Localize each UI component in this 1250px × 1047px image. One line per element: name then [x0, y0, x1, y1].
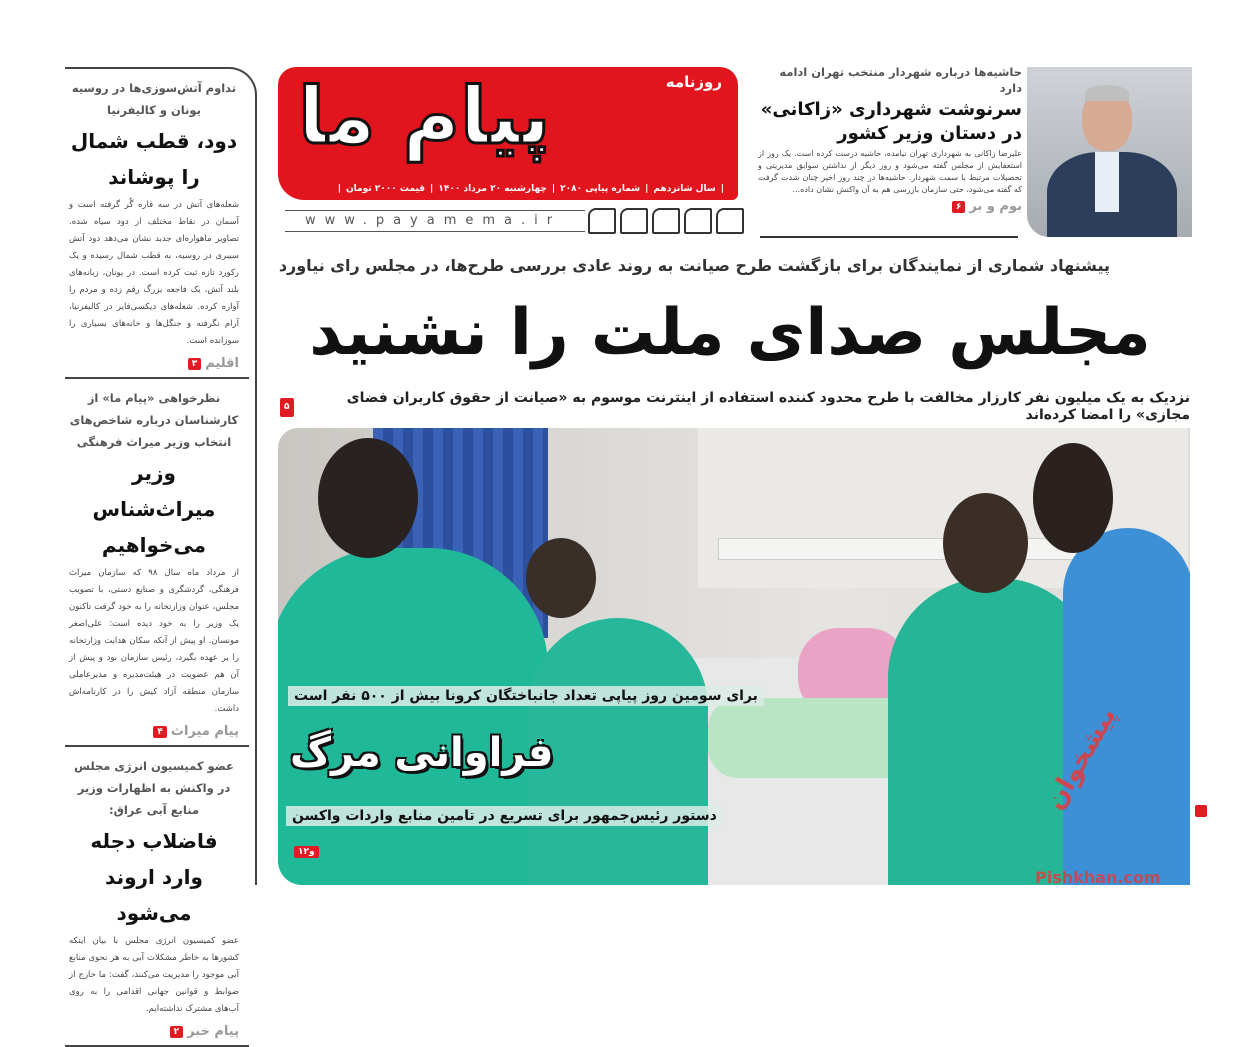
page-badge: ۳ — [188, 358, 202, 370]
portrait-photo — [1027, 67, 1192, 237]
photo-headline[interactable]: فراوانی مرگ — [290, 730, 554, 776]
page-badge: ۵ — [280, 398, 294, 417]
watermark-logo: پیشخوان — [1040, 702, 1123, 815]
masthead-label: روزنامه — [665, 73, 722, 91]
website-url[interactable]: www.payamema.ir — [285, 210, 585, 232]
story-body: علیرضا زاکانی به شهرداری تهران نیامده، حاشیه درست کرده است. یک روز از استعفایش از مجلس گفته می‌شود و روز دیگر از نداشتن سوابق مدیریتی و تحصیلات مرتبط با سمت شهردار. حاشیه‌ها در چند روز اخیر چنان شدت گرفت که گفته می‌شود، حتی سازمان بازرسی هم به آن واکنش نشان داده... — [758, 149, 1022, 194]
lead-subline-row — [280, 390, 1190, 424]
section-label: اقلیم — [205, 356, 239, 371]
left-story-1[interactable] — [65, 69, 249, 379]
story-body: از مرداد ماه سال ۹۸ که سازمان میراث فرهنگی، گردشگری و صنایع دستی، با تصویب مجلس، عنوان وزارتخانه را به خود گرفت تاکنون یک وزیر را به خود دیده است: علی‌اصغر مونسان. او پیش از آنکه سکان هدایت وزارتخانه را بر عهده بگیرد، رئیس سازمان بود و پیش از آن هم عضویت در هیئت‌مدیره و مدیرعاملی سازمان منطقه آزاد کیش را در کارنامه‌اش داشت. — [69, 568, 239, 714]
hospital-photo — [278, 428, 1190, 885]
lead-headline[interactable]: مجلس صدای ملت را نشنید — [309, 296, 1151, 370]
story-kicker: حاشیه‌ها درباره شهردار منتخب تهران ادامه دارد — [779, 65, 1022, 95]
logo-boxes — [588, 208, 744, 234]
story-kicker: نظرخواهی «پیام ما» از کارشناسان درباره شاخص‌های انتخاب وزیر میراث فرهنگی — [69, 391, 239, 449]
story-kicker: عضو کمیسیون انرژی مجلس در واکنش به اظهارات وزیر منابع آبی عراق: — [74, 759, 234, 817]
story-headline[interactable]: سرنوشت شهرداری «زاکانی» در دستان وزیر کشور — [760, 99, 1022, 144]
page-badge: ۴ — [153, 726, 167, 738]
lead-subline: نزدیک به یک میلیون نفر کارزار مخالفت با طرح محدود کننده استفاده از اینترنت موسوم به «صیانت از حقوق کاربران فضای مجازی» را امضا کرده‌اند — [346, 390, 1190, 423]
page-badge: ۱و۲ — [294, 846, 319, 858]
divider — [760, 236, 1018, 238]
section-label: بوم و بر — [969, 199, 1022, 214]
issue-date: چهارشنبه ۲۰ مرداد ۱۴۰۰ — [438, 184, 547, 194]
story-headline[interactable]: وزیر میراث‌شناس می‌خواهیم — [92, 461, 216, 557]
edge-badge — [1195, 805, 1206, 817]
page-badge: ۶ — [952, 201, 966, 213]
masthead — [278, 67, 738, 200]
left-column — [65, 67, 257, 1039]
section-label: پیام میراث — [170, 724, 239, 739]
issue-info: |سال شانزدهم|شماره پیاپی ۲۰۸۰|چهارشنبه ۲۰ مرداد ۱۴۰۰|قیمت ۲۰۰۰ تومان| — [337, 184, 724, 194]
photo-subline: دستور رئیس‌جمهور برای تسریع در تامین منابع واردات واکسن — [286, 806, 723, 826]
left-story-2[interactable] — [65, 379, 249, 747]
newspaper-logo: پیام ما — [298, 72, 551, 162]
issue-year: سال شانزدهم — [653, 184, 716, 194]
watermark-url: Pishkhan.com — [1035, 868, 1161, 887]
section-label: پیام خبر — [187, 1024, 239, 1039]
story-kicker: تداوم آتش‌سوزی‌ها در روسیه یونان و کالیفرنیا — [71, 81, 237, 117]
story-body: عضو کمیسیون انرژی مجلس با بیان اینکه کشورها به خاطر مشکلات آبی به هر نحوی منابع آبی موجود را مدیریت می‌کنند، گفت: ما خارج از ضوابط و قوانین جهانی اقدامی را به روی آب‌های مشترک نداشته‌ایم. — [69, 936, 239, 1014]
page-edge-marks — [1194, 805, 1208, 817]
story-body: شعله‌های آتش در سه قاره گُر گرفته است و آسمان در نقاط مختلف از دود سیاه شده. تصاویر ماهواره‌ای جدید نشان می‌دهد دود آتش سیبری در روسیه، به قطب شمال رسیده و یک رکورد تازه ثبت کرده است. در یونان، زبانه‌های بلند آتش، یک فاجعه بزرگ رقم زده و مردم را آواره کرده. شعله‌های دیکسی‌فایر در کالیفرنیا، آرام نگرفته و جنگل‌ها و خانه‌های بسیاری را سوزانده است. — [69, 200, 239, 346]
left-story-3[interactable] — [65, 747, 249, 1047]
issue-price: قیمت ۲۰۰۰ تومان — [346, 184, 426, 194]
issue-number: شماره پیاپی ۲۰۸۰ — [560, 184, 641, 194]
story-headline[interactable]: فاضلاب دجله وارد اروند می‌شود — [90, 829, 218, 925]
top-story[interactable] — [758, 64, 1022, 214]
photo-kicker: برای سومین روز پیاپی تعداد جانباختگان کرونا بیش از ۵۰۰ نفر است — [288, 686, 764, 706]
lead-kicker: پیشنهاد شماری از نمایندگان برای بازگشت طرح صیانت به روند عادی بررسی طرح‌ها، در مجلس رای نیاورد — [278, 256, 1110, 275]
story-headline[interactable]: دود، قطب شمال را پوشاند — [70, 129, 238, 189]
page-badge: ۲ — [170, 1026, 184, 1038]
